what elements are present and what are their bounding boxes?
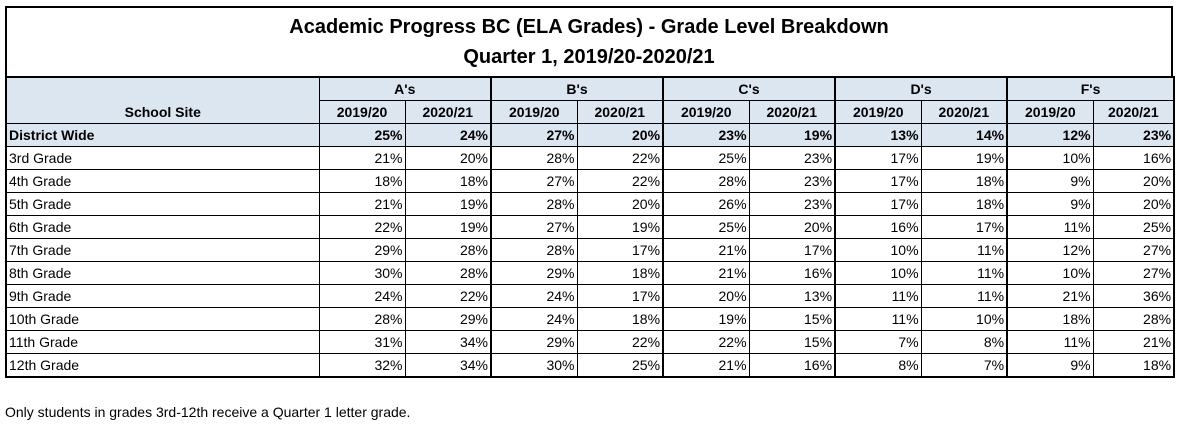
- percent-cell: 28%: [491, 239, 577, 262]
- percent-cell: 10%: [835, 239, 921, 262]
- percent-cell: 17%: [921, 216, 1007, 239]
- percent-cell: 21%: [1007, 285, 1093, 308]
- percent-cell: 9%: [1007, 193, 1093, 216]
- percent-cell: 11%: [921, 239, 1007, 262]
- percent-cell: 13%: [749, 285, 835, 308]
- title-block: [5, 6, 1173, 76]
- percent-cell: 17%: [577, 285, 663, 308]
- percent-cell: 8%: [921, 331, 1007, 354]
- percent-cell: 23%: [663, 124, 749, 147]
- percent-cell: 25%: [319, 124, 405, 147]
- percent-cell: 13%: [835, 124, 921, 147]
- percent-cell: 21%: [663, 262, 749, 285]
- table-row-district: [6, 124, 1174, 147]
- percent-cell: 10%: [921, 308, 1007, 331]
- percent-cell: 18%: [1093, 354, 1174, 378]
- percent-cell: 18%: [921, 193, 1007, 216]
- school-site-cell: 5th Grade: [6, 193, 319, 216]
- group-header-b: B's: [491, 77, 663, 101]
- percent-cell: 11%: [1007, 216, 1093, 239]
- table-body: [6, 124, 1174, 378]
- percent-cell: 27%: [491, 170, 577, 193]
- school-site-cell: 4th Grade: [6, 170, 319, 193]
- percent-cell: 19%: [663, 308, 749, 331]
- percent-cell: 10%: [1007, 147, 1093, 170]
- percent-cell: 25%: [663, 216, 749, 239]
- percent-cell: 18%: [1007, 308, 1093, 331]
- percent-cell: 24%: [491, 308, 577, 331]
- percent-cell: 25%: [1093, 216, 1174, 239]
- group-header-f: F's: [1007, 77, 1174, 101]
- percent-cell: 34%: [405, 331, 491, 354]
- percent-cell: 12%: [1007, 124, 1093, 147]
- percent-cell: 20%: [663, 285, 749, 308]
- table-row: [6, 147, 1174, 170]
- percent-cell: 19%: [405, 193, 491, 216]
- percent-cell: 7%: [835, 331, 921, 354]
- percent-cell: 31%: [319, 331, 405, 354]
- percent-cell: 23%: [1093, 124, 1174, 147]
- percent-cell: 18%: [319, 170, 405, 193]
- percent-cell: 7%: [921, 354, 1007, 378]
- school-site-cell: 12th Grade: [6, 354, 319, 378]
- year-header: 2019/20: [663, 101, 749, 124]
- percent-cell: 18%: [577, 262, 663, 285]
- year-header: 2020/21: [1093, 101, 1174, 124]
- percent-cell: 19%: [405, 216, 491, 239]
- percent-cell: 11%: [921, 285, 1007, 308]
- table-row: [6, 170, 1174, 193]
- school-site-cell: 3rd Grade: [6, 147, 319, 170]
- table-row: [6, 285, 1174, 308]
- percent-cell: 10%: [835, 262, 921, 285]
- table-row: [6, 193, 1174, 216]
- percent-cell: 15%: [749, 331, 835, 354]
- table-row: [6, 354, 1174, 378]
- percent-cell: 20%: [749, 216, 835, 239]
- percent-cell: 30%: [319, 262, 405, 285]
- percent-cell: 23%: [749, 147, 835, 170]
- percent-cell: 28%: [491, 193, 577, 216]
- percent-cell: 23%: [749, 170, 835, 193]
- percent-cell: 11%: [835, 308, 921, 331]
- group-header-a: A's: [319, 77, 491, 101]
- percent-cell: 15%: [749, 308, 835, 331]
- percent-cell: 25%: [577, 354, 663, 378]
- year-header: 2019/20: [835, 101, 921, 124]
- percent-cell: 10%: [1007, 262, 1093, 285]
- group-header-d: D's: [835, 77, 1007, 101]
- school-site-cell: 9th Grade: [6, 285, 319, 308]
- percent-cell: 18%: [577, 308, 663, 331]
- percent-cell: 21%: [663, 239, 749, 262]
- group-header-c: C's: [663, 77, 835, 101]
- percent-cell: 20%: [1093, 193, 1174, 216]
- percent-cell: 20%: [577, 193, 663, 216]
- percent-cell: 20%: [405, 147, 491, 170]
- percent-cell: 17%: [577, 239, 663, 262]
- percent-cell: 32%: [319, 354, 405, 378]
- table-row: [6, 331, 1174, 354]
- percent-cell: 34%: [405, 354, 491, 378]
- grades-table: [5, 76, 1175, 378]
- percent-cell: 22%: [663, 331, 749, 354]
- percent-cell: 29%: [491, 262, 577, 285]
- school-site-cell: 6th Grade: [6, 216, 319, 239]
- percent-cell: 9%: [1007, 354, 1093, 378]
- percent-cell: 25%: [663, 147, 749, 170]
- percent-cell: 27%: [1093, 239, 1174, 262]
- percent-cell: 21%: [1093, 331, 1174, 354]
- percent-cell: 22%: [577, 170, 663, 193]
- report-subtitle: Quarter 1, 2019/20-2020/21: [463, 46, 715, 68]
- table-row: [6, 239, 1174, 262]
- school-site-cell: 11th Grade: [6, 331, 319, 354]
- percent-cell: 17%: [835, 193, 921, 216]
- percent-cell: 11%: [921, 262, 1007, 285]
- group-header-row: [6, 77, 1174, 101]
- percent-cell: 16%: [1093, 147, 1174, 170]
- percent-cell: 18%: [405, 170, 491, 193]
- percent-cell: 11%: [835, 285, 921, 308]
- percent-cell: 29%: [405, 308, 491, 331]
- percent-cell: 17%: [749, 239, 835, 262]
- footnote: Only students in grades 3rd-12th receive a Quarter 1 letter grade.: [5, 404, 411, 420]
- percent-cell: 22%: [577, 331, 663, 354]
- year-header: 2020/21: [921, 101, 1007, 124]
- percent-cell: 30%: [491, 354, 577, 378]
- report-sheet: [5, 6, 1173, 378]
- percent-cell: 24%: [405, 124, 491, 147]
- percent-cell: 28%: [1093, 308, 1174, 331]
- percent-cell: 28%: [663, 170, 749, 193]
- percent-cell: 11%: [1007, 331, 1093, 354]
- percent-cell: 28%: [405, 239, 491, 262]
- year-header: 2019/20: [319, 101, 405, 124]
- percent-cell: 23%: [749, 193, 835, 216]
- school-site-cell: 7th Grade: [6, 239, 319, 262]
- percent-cell: 22%: [577, 147, 663, 170]
- percent-cell: 28%: [405, 262, 491, 285]
- percent-cell: 28%: [319, 308, 405, 331]
- school-site-cell: District Wide: [6, 124, 319, 147]
- percent-cell: 36%: [1093, 285, 1174, 308]
- percent-cell: 29%: [319, 239, 405, 262]
- percent-cell: 21%: [663, 354, 749, 378]
- percent-cell: 19%: [921, 147, 1007, 170]
- percent-cell: 16%: [749, 262, 835, 285]
- percent-cell: 16%: [749, 354, 835, 378]
- percent-cell: 27%: [1093, 262, 1174, 285]
- report-title: Academic Progress BC (ELA Grades) - Grade Level Breakdown: [289, 16, 889, 38]
- school-site-header: School Site: [6, 77, 319, 124]
- percent-cell: 24%: [319, 285, 405, 308]
- percent-cell: 14%: [921, 124, 1007, 147]
- percent-cell: 21%: [319, 193, 405, 216]
- year-header: 2019/20: [491, 101, 577, 124]
- percent-cell: 19%: [577, 216, 663, 239]
- table-row: [6, 216, 1174, 239]
- percent-cell: 9%: [1007, 170, 1093, 193]
- percent-cell: 21%: [319, 147, 405, 170]
- percent-cell: 16%: [835, 216, 921, 239]
- percent-cell: 17%: [835, 147, 921, 170]
- percent-cell: 24%: [491, 285, 577, 308]
- percent-cell: 26%: [663, 193, 749, 216]
- school-site-cell: 10th Grade: [6, 308, 319, 331]
- table-row: [6, 262, 1174, 285]
- percent-cell: 29%: [491, 331, 577, 354]
- percent-cell: 20%: [577, 124, 663, 147]
- percent-cell: 20%: [1093, 170, 1174, 193]
- percent-cell: 17%: [835, 170, 921, 193]
- percent-cell: 22%: [319, 216, 405, 239]
- percent-cell: 27%: [491, 124, 577, 147]
- year-header: 2020/21: [577, 101, 663, 124]
- year-header: 2020/21: [405, 101, 491, 124]
- percent-cell: 18%: [921, 170, 1007, 193]
- percent-cell: 22%: [405, 285, 491, 308]
- percent-cell: 19%: [749, 124, 835, 147]
- percent-cell: 8%: [835, 354, 921, 378]
- percent-cell: 27%: [491, 216, 577, 239]
- year-header: 2019/20: [1007, 101, 1093, 124]
- percent-cell: 12%: [1007, 239, 1093, 262]
- table-row: [6, 308, 1174, 331]
- percent-cell: 28%: [491, 147, 577, 170]
- school-site-cell: 8th Grade: [6, 262, 319, 285]
- year-header: 2020/21: [749, 101, 835, 124]
